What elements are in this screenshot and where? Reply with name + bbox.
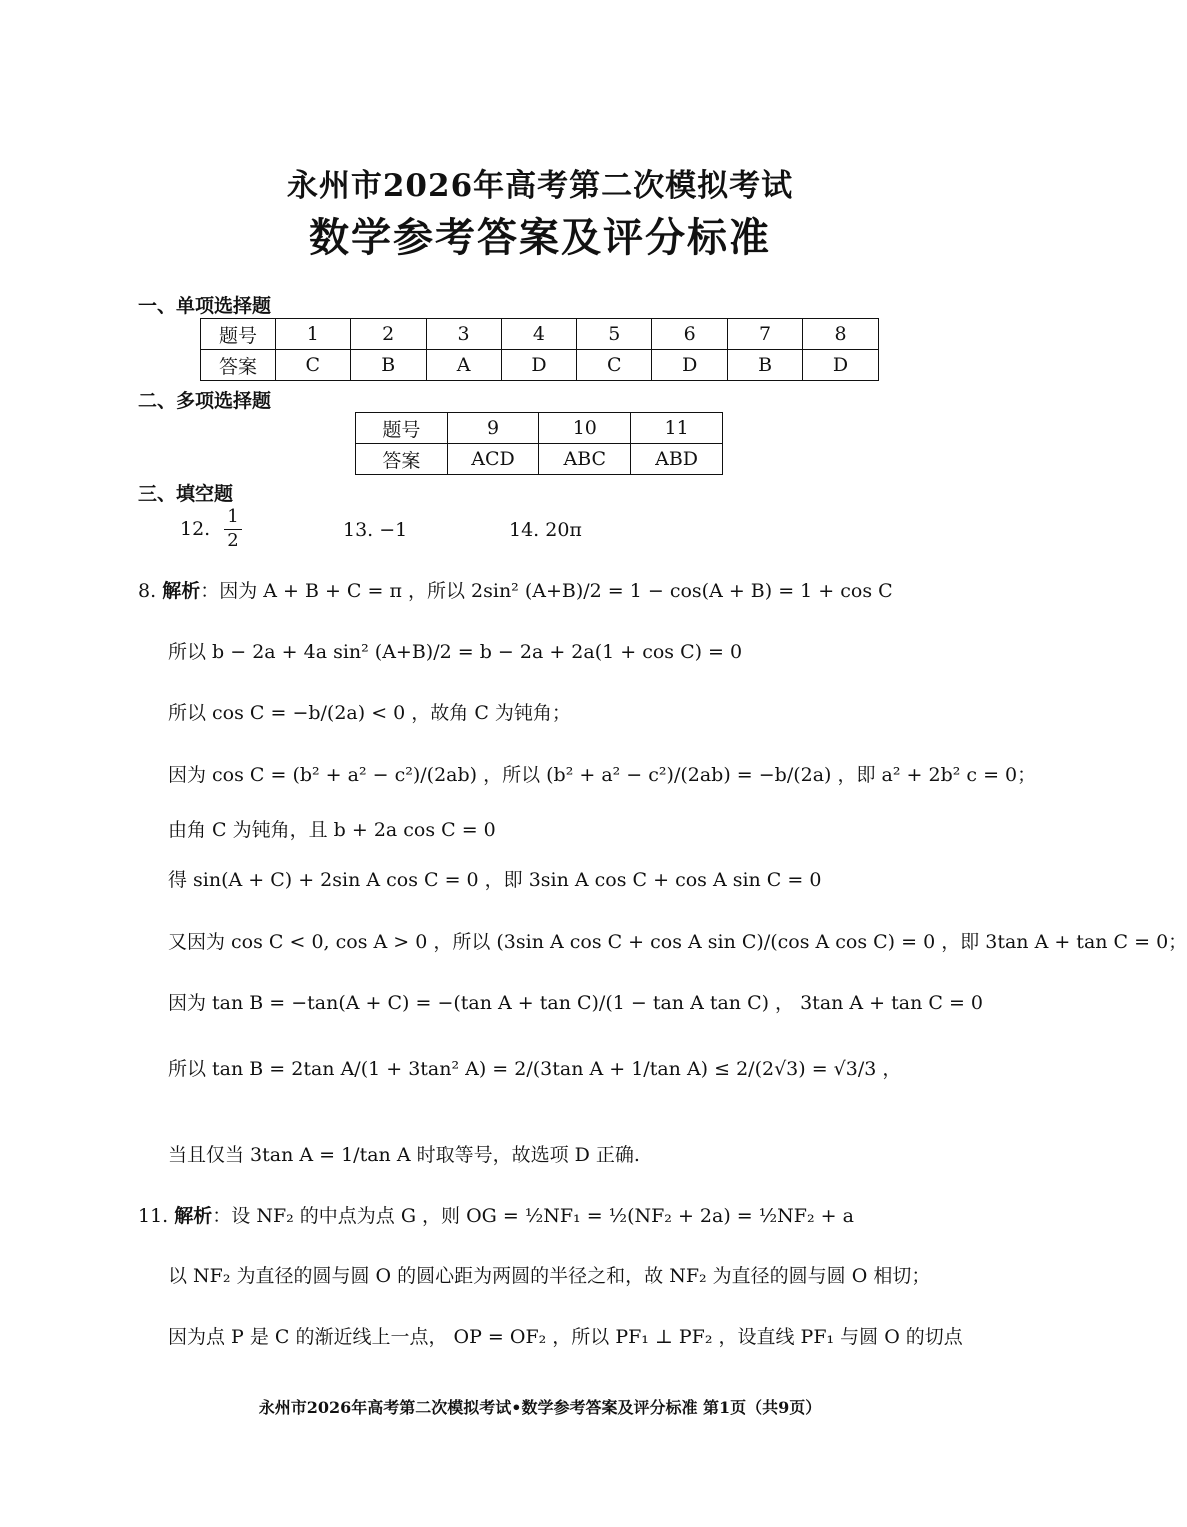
table-cell: 6 — [652, 319, 728, 350]
table-cell: ABC — [539, 444, 631, 475]
table-header-cell: 答案 — [356, 444, 448, 475]
solution-11-line-3: 因为点 P 是 C 的渐近线上一点， OP = OF₂ ，所以 PF₁ ⊥ PF₂ ，设直线 PF₁ 与圆 O 的切点 — [168, 1326, 963, 1348]
answer-14: 14. 20π — [509, 519, 582, 541]
solution-8-line-8: 因为 tan B = −tan(A + C) = −(tan A + tan C)/(1 − tan A tan C) ， 3tan A + tan C = 0 — [168, 992, 984, 1014]
table-cell: 8 — [803, 319, 879, 350]
page-subtitle: 数学参考答案及评分标准 — [309, 214, 771, 261]
denominator: 2 — [227, 529, 239, 551]
solution-8-line-1 — [138, 576, 893, 603]
table-header-cell: 题号 — [201, 319, 276, 350]
solution-11-line-1 — [138, 1201, 854, 1228]
page-title: 永州市2026年高考第二次模拟考试 — [286, 168, 794, 204]
solution-8-line-10: 当且仅当 3tan A = 1/tan A 时取等号，故选项 D 正确. — [168, 1144, 640, 1166]
table-cell: 4 — [501, 319, 577, 350]
table-cell: B — [728, 350, 803, 381]
table-cell: D — [803, 350, 879, 381]
table-cell: 10 — [539, 413, 631, 444]
table-header-cell: 答案 — [201, 350, 276, 381]
solution-8-line-5: 由角 C 为钝角，且 b + 2a cos C = 0 — [168, 819, 496, 841]
table-cell: 3 — [426, 319, 501, 350]
solution-8-line-6: 得 sin(A + C) + 2sin A cos C = 0 ，即 3sin A cos C + cos A sin C = 0 — [168, 869, 822, 891]
table-cell: B — [350, 350, 426, 381]
table-cell: 9 — [447, 413, 539, 444]
solution-11-line-2: 以 NF₂ 为直径的圆与圆 O 的圆心距为两圆的半径之和，故 NF₂ 为直径的圆与圆 O 相切； — [168, 1265, 931, 1287]
table-cell: A — [426, 350, 501, 381]
table-cell: ACD — [447, 444, 539, 475]
table-cell: C — [577, 350, 652, 381]
table-row — [201, 350, 879, 381]
section-title-fill-blank: 三、填空题 — [138, 483, 234, 505]
solution-8-label: 8. — [138, 580, 157, 602]
solution-11-heading: 解析 — [174, 1205, 213, 1227]
table-cell: 11 — [631, 413, 723, 444]
answer-12-fraction — [224, 507, 241, 551]
section-title-multi-choice: 二、多项选择题 — [138, 390, 272, 412]
math-line: ：因为 A + B + C = π ，所以 2sin² (A+B)/2 = 1 − cos(A + B) = 1 + cos C — [200, 580, 893, 602]
table-row — [201, 319, 879, 350]
numerator: 1 — [224, 507, 241, 530]
solution-8-line-7: 又因为 cos C < 0, cos A > 0 ，所以 (3sin A cos C + cos A sin C)/(cos A cos C) = 0 ，即 3tan A + tan C = 0； — [168, 931, 1187, 953]
table-header-cell: 题号 — [356, 413, 448, 444]
table-cell: ABD — [631, 444, 723, 475]
table-cell: 7 — [728, 319, 803, 350]
solution-11-label: 11. — [138, 1205, 169, 1227]
table-cell: C — [275, 350, 350, 381]
answer-12 — [180, 507, 244, 551]
solution-8-line-9: 所以 tan B = 2tan A/(1 + 3tan² A) = 2/(3tan A + 1/tan A) ≤ 2/(2√3) = √3/3 ， — [168, 1058, 902, 1080]
table-cell: 5 — [577, 319, 652, 350]
answer-12-label: 12. — [180, 518, 211, 541]
table-row — [356, 444, 723, 475]
table-cell: D — [501, 350, 577, 381]
section-title-single-choice: 一、单项选择题 — [138, 295, 272, 317]
multi-choice-table — [355, 412, 723, 475]
table-cell: D — [652, 350, 728, 381]
single-choice-table — [200, 318, 879, 381]
table-row — [356, 413, 723, 444]
math-line: ：设 NF₂ 的中点为点 G ，则 OG = ½NF₁ = ½(NF₂ + 2a) = ½NF₂ + a — [212, 1205, 854, 1227]
table-cell: 1 — [275, 319, 350, 350]
solution-8-heading: 解析 — [162, 580, 201, 602]
solution-8-line-2: 所以 b − 2a + 4a sin² (A+B)/2 = b − 2a + 2a(1 + cos C) = 0 — [168, 641, 743, 663]
page-footer: 永州市2026年高考第二次模拟考试•数学参考答案及评分标准 第1页（共9页） — [258, 1398, 822, 1417]
table-cell: 2 — [350, 319, 426, 350]
answer-13: 13. −1 — [343, 519, 408, 541]
solution-8-line-4: 因为 cos C = (b² + a² − c²)/(2ab) ，所以 (b² + a² − c²)/(2ab) = −b/(2a) ，即 a² + 2b² c = 0； — [168, 764, 1037, 786]
solution-8-line-3: 所以 cos C = −b/(2a) < 0 ，故角 C 为钝角； — [168, 702, 571, 724]
